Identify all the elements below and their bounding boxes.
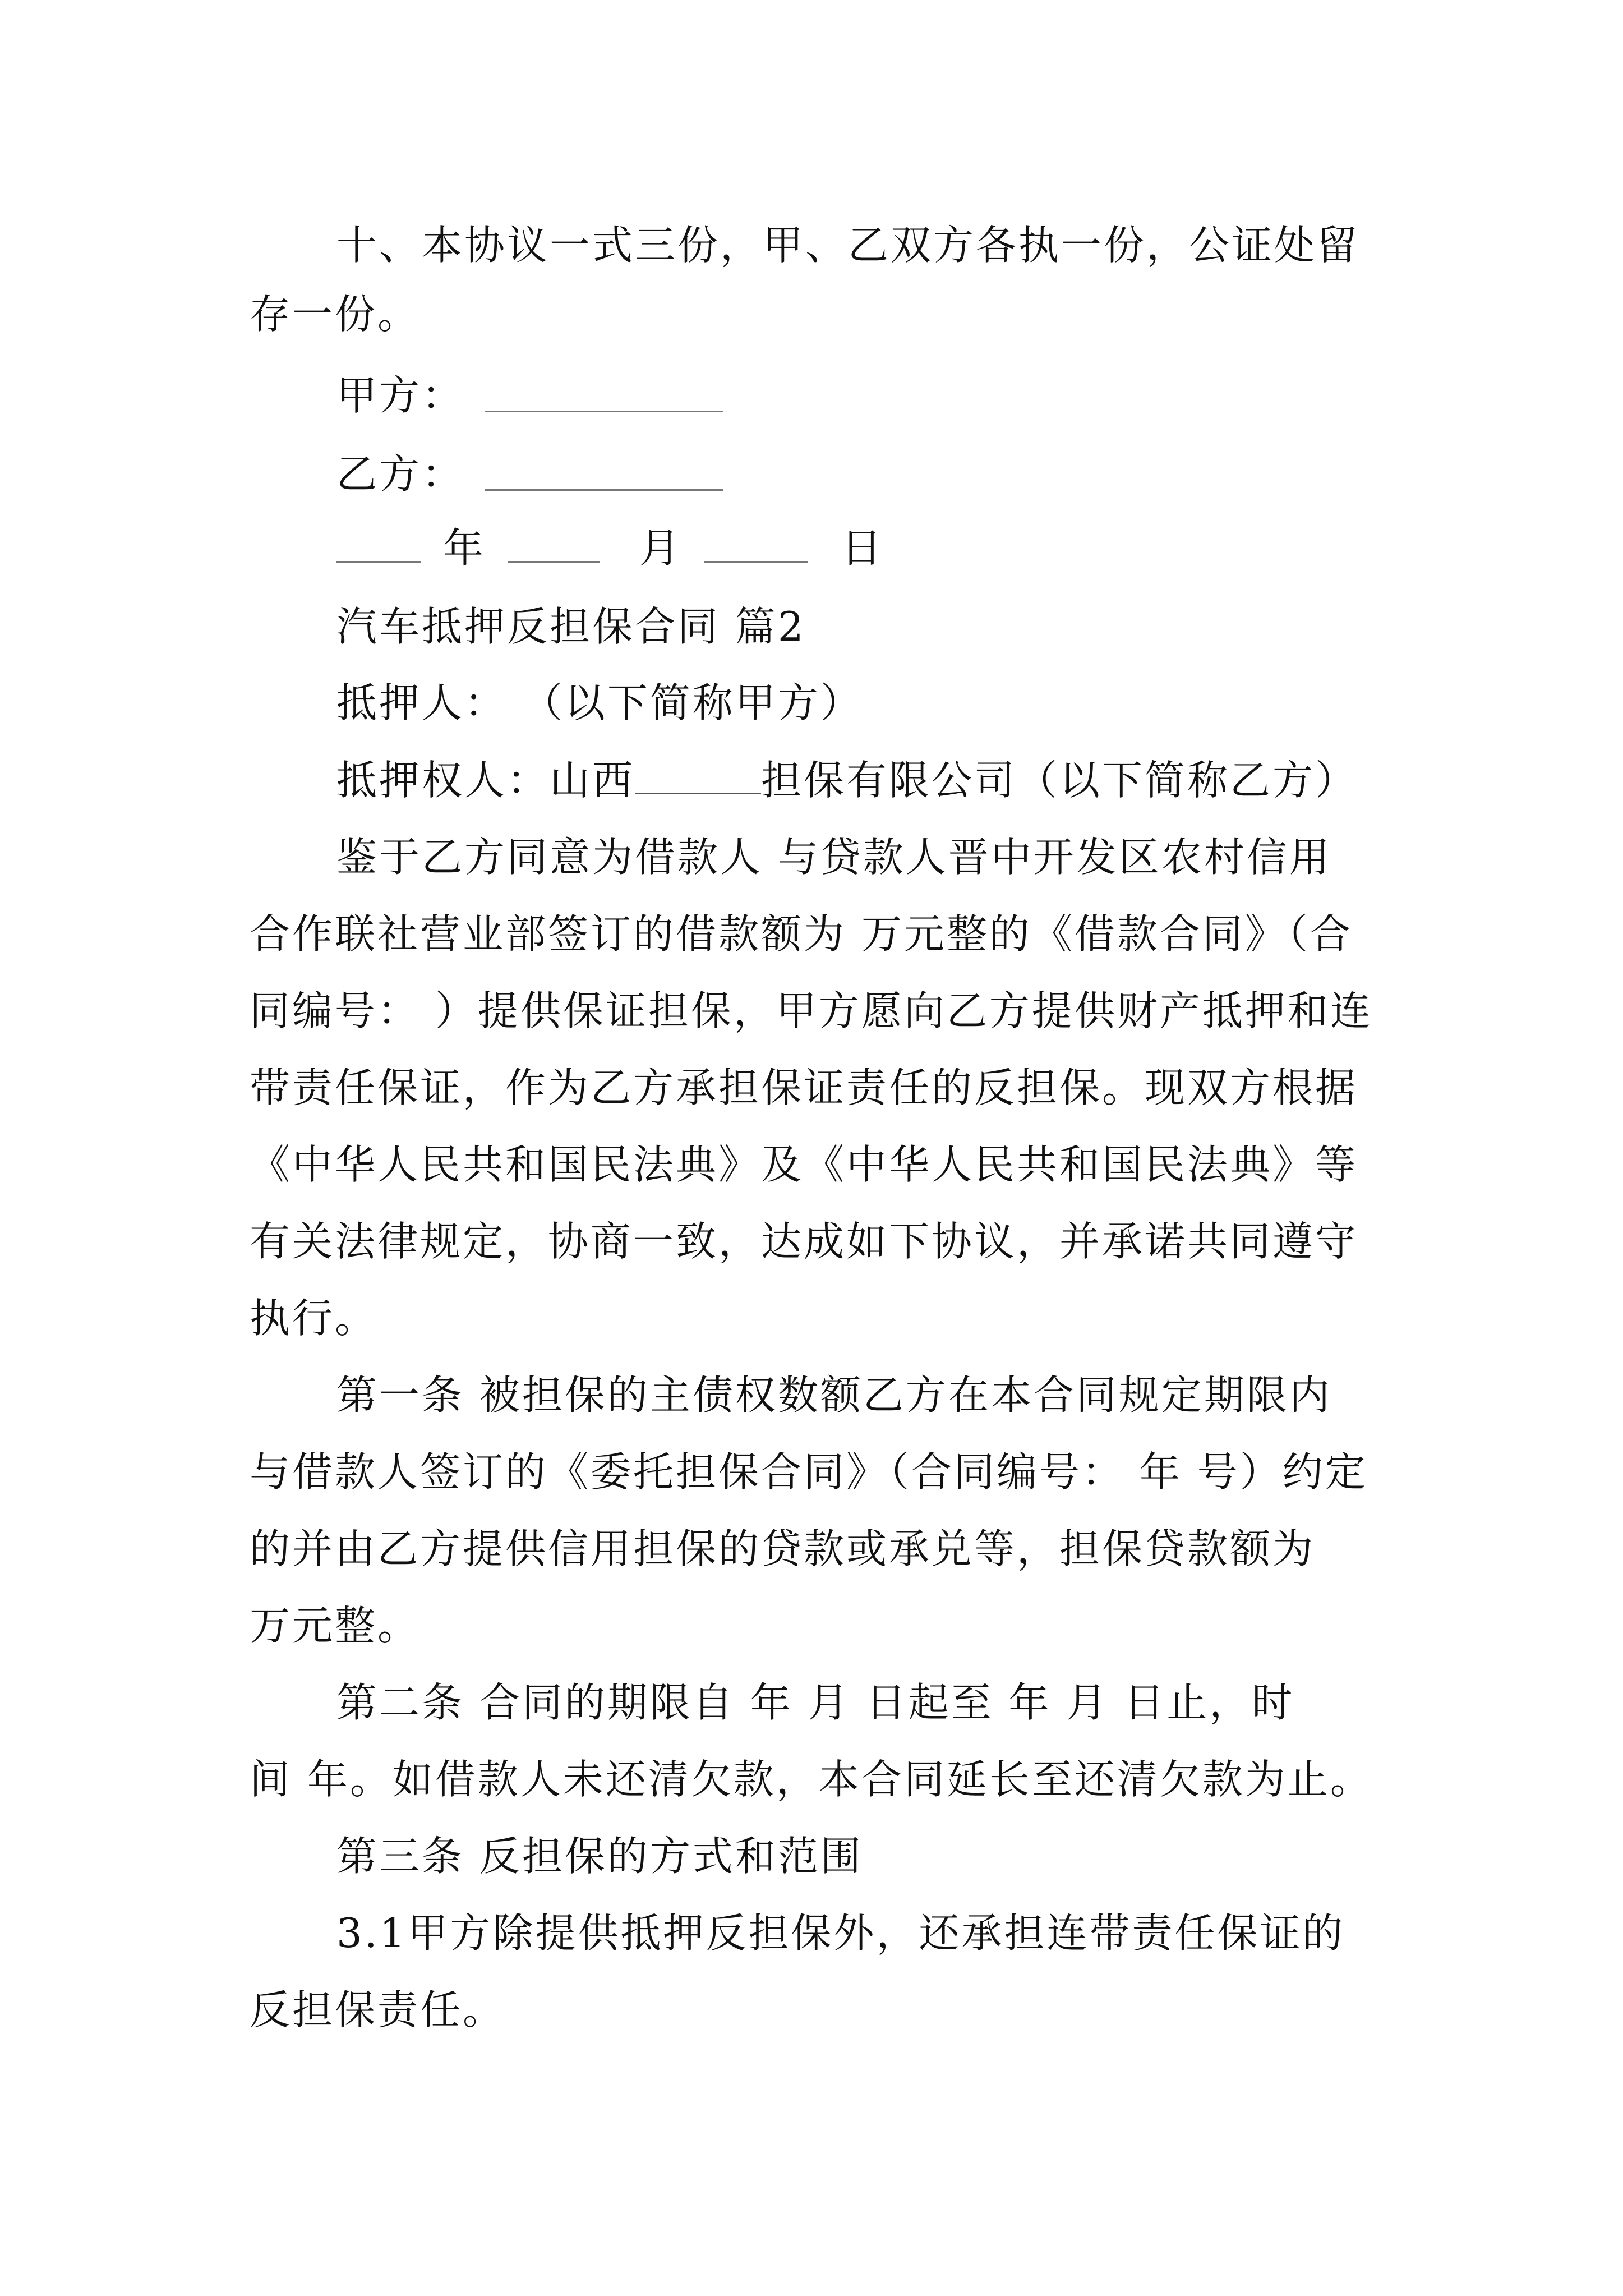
paragraph-line: 与借款人签订的《委托担保合同》（合同编号： 年 号）约定: [250, 1448, 1368, 1496]
party-b-label: 乙方：: [336, 450, 465, 498]
mortgagee-suffix: 担保有限公司（以下简称乙方）: [761, 757, 1358, 804]
day-blank: [704, 561, 808, 563]
month-blank: [508, 561, 600, 563]
article-2-heading: 第二条 合同的期限自 年 月 日起至 年 月 日止，时: [336, 1679, 1295, 1726]
party-b-signature-line: [485, 489, 723, 491]
year-label: 年: [443, 524, 486, 572]
paragraph-line: 带责任保证，作为乙方承担保证责任的反担保。现双方根据: [250, 1064, 1358, 1111]
paragraph-line: 十、本协议一式三份，甲、乙双方各执一份，公证处留: [336, 222, 1360, 269]
month-label: 月: [639, 524, 683, 572]
paragraph-line: 《中华人民共和国民法典》及《中华人民共和国民法典》等: [250, 1141, 1358, 1188]
company-name-blank: [635, 757, 761, 794]
paragraph-line: 鉴于乙方同意为借款人 与贷款人晋中开发区农村信用: [336, 834, 1332, 881]
paragraph-line: 反担保责任。: [250, 1986, 506, 2033]
clause-3-1: 3.1甲方除提供抵押反担保外，还承担连带责任保证的: [336, 1910, 1345, 1957]
section-title: 汽车抵押反担保合同 篇2: [336, 603, 806, 650]
paragraph-line: 万元整。: [250, 1602, 421, 1649]
day-label: 日: [841, 524, 884, 572]
paragraph-line: 有关法律规定，协商一致，达成如下协议，并承诺共同遵守: [250, 1218, 1358, 1265]
paragraph-line: 存一份。: [250, 291, 421, 338]
party-a-label: 甲方：: [336, 372, 465, 419]
paragraph-line: 同编号： ）提供保证担保，甲方愿向乙方提供财产抵押和连: [250, 987, 1373, 1034]
mortgagee-line: [336, 755, 1358, 806]
party-a-signature-line: [485, 411, 723, 412]
mortgagor-line: 抵押人： （以下简称甲方）: [336, 679, 863, 726]
mortgagee-prefix: 抵押权人：山西: [336, 757, 635, 804]
paragraph-line: 的并由乙方提供信用担保的贷款或承兑等，担保贷款额为: [250, 1525, 1316, 1572]
article-1-heading: 第一条 被担保的主债权数额乙方在本合同规定期限内: [336, 1372, 1332, 1419]
paragraph-line: 执行。: [250, 1295, 378, 1342]
article-3-heading: 第三条 反担保的方式和范围: [336, 1833, 863, 1880]
paragraph-line: 间 年。如借款人未还清欠款，本合同延长至还清欠款为止。: [250, 1756, 1373, 1803]
paragraph-line: 合作联社营业部签订的借款额为 万元整的《借款合同》（合: [250, 910, 1353, 958]
year-blank: [336, 561, 421, 563]
